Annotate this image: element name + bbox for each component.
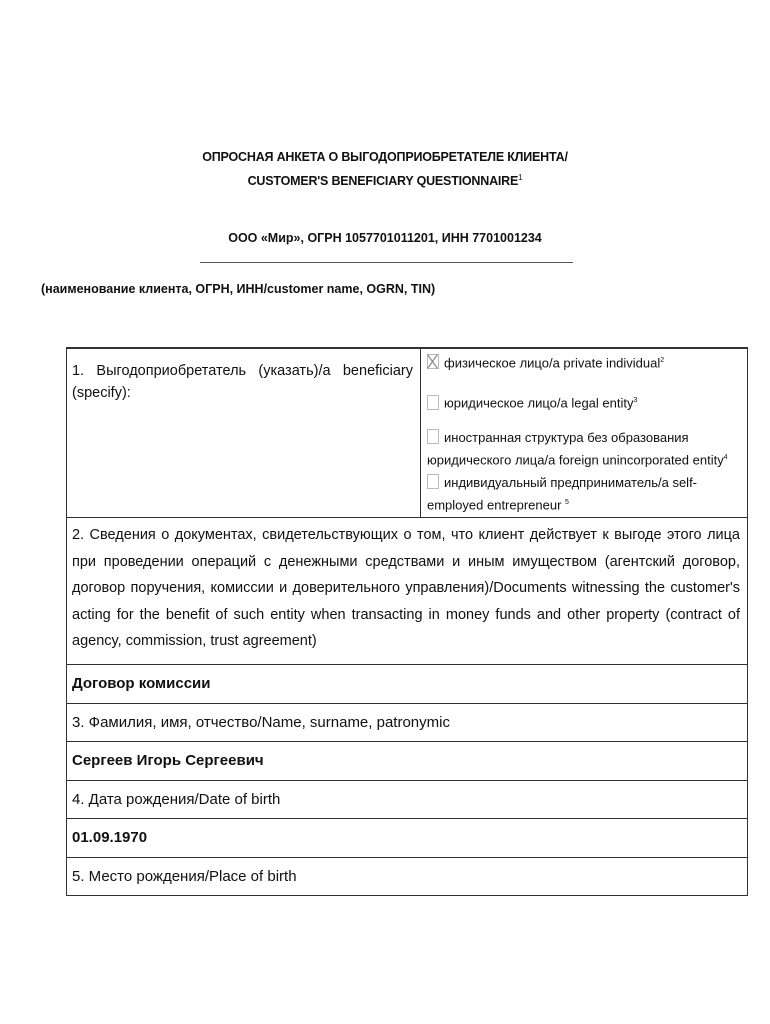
option-footnote: 4 [723,453,728,461]
option-legal-entity[interactable] [427,391,743,413]
option-footnote: 2 [660,357,665,364]
section-2-label: 2. Сведения о документах, свидетельствующих о том, что клиент действует к выгоде этого лица при проведении операций с денежными средствами и иным имуществом (агентский договор, договор поручения, комиссии и доверительного управления)/Documents witnessing the customer's acting for the benefit of such entity when transacting in money funds and other property (contract of agency, commission, trust agreement) [67,517,747,664]
option-label: физическое лицо/a private individual [444,355,661,371]
checkbox-icon[interactable] [427,395,439,410]
client-info-value[interactable]: ООО «Мир», ОГРН 1057701011201, ИНН 7701001234 [228,231,542,245]
option-label: юридическое лицо/a legal entity [444,395,634,411]
title-line2-text: CUSTOMER'S BENEFICIARY QUESTIONNAIRE [247,174,519,189]
client-info-caption: (наименование клиента, ОГРН, ИНН/customer name, OGRN, TIN) [41,282,436,296]
section-5-label: 5. Место рождения/Place of birth [67,857,747,896]
checkbox-icon[interactable] [427,429,439,444]
questionnaire-table [66,347,748,896]
option-footnote: 5 [565,498,569,506]
client-info-underline [200,262,573,263]
beneficiary-type-label: 1. Выгодоприобретатель (указать)/a beneficiary (specify): [67,349,421,517]
option-label: индивидуальный предприниматель/a self-employed entrepreneur [427,474,698,513]
document-title-line2 [0,173,770,188]
section-3-label: 3. Фамилия, имя, отчество/Name, surname, patronymic [67,703,747,742]
section-2-value[interactable]: Договор комиссии [67,664,747,703]
document-title-line1: ОПРОСНАЯ АНКЕТА О ВЫГОДОПРИОБРЕТАТЕЛЕ КЛИЕНТА/ [202,150,568,164]
option-self-employed[interactable] [427,473,743,515]
section-4-label: 4. Дата рождения/Date of birth [67,780,747,819]
checkbox-icon[interactable] [427,474,439,489]
section-1-row [67,349,747,517]
section-4-value[interactable]: 01.09.1970 [67,818,747,857]
checkbox-checked-icon[interactable] [427,354,439,369]
title-footnote: 1 [518,173,523,182]
beneficiary-type-options [421,349,747,517]
option-footnote: 3 [633,397,638,405]
option-label: иностранная структура без образования юридического лица/a foreign unincorporated entity [427,429,724,467]
option-private-individual[interactable] [427,351,743,373]
section-3-value[interactable]: Сергеев Игорь Сергеевич [67,741,747,780]
option-foreign-unincorporated[interactable] [427,428,743,470]
